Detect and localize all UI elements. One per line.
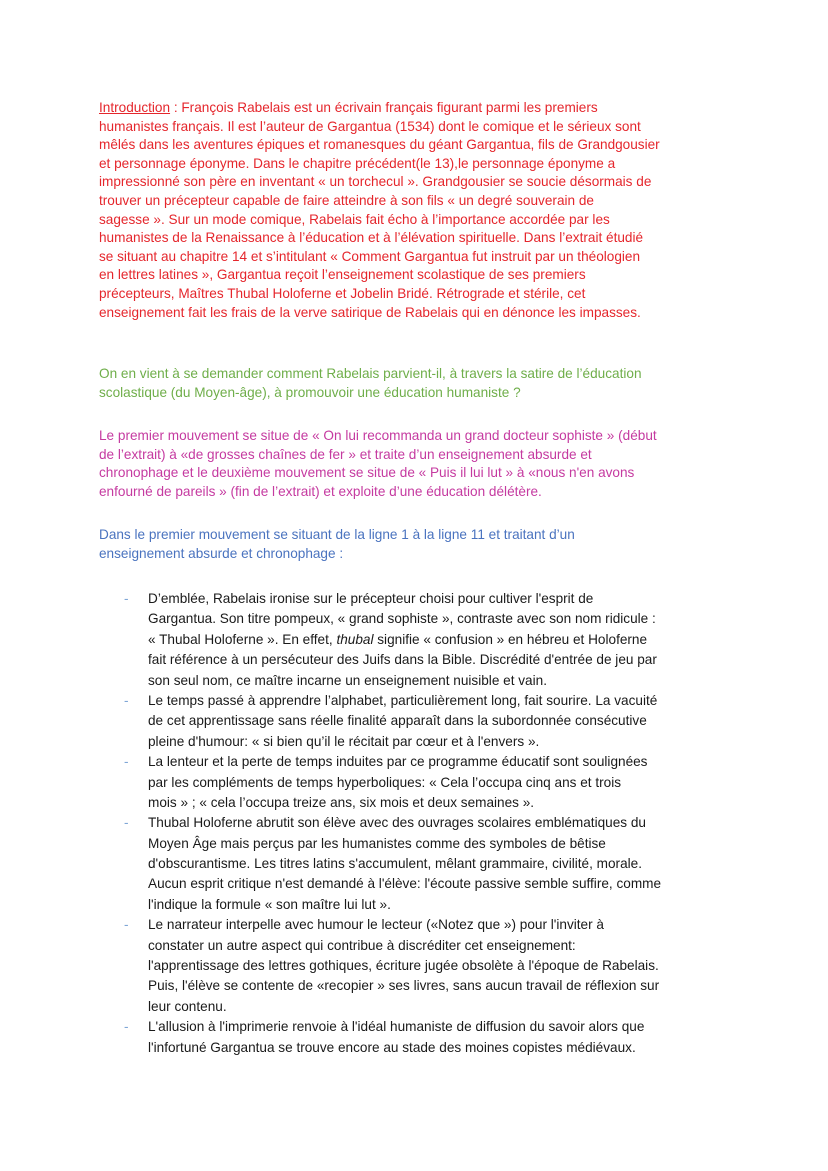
text-line: chronophage et le deuxième mouvement se situe de « Puis il lui lut » à «nous n'en avons	[99, 465, 635, 481]
text-line: se situant au chapitre 14 et s’intitulant « Comment Gargantua fut instruit par un théologien	[99, 248, 641, 264]
text-line: enseignement fait les frais de la verve satirique de Rabelais qui en dénonce les impasses.	[99, 304, 641, 320]
text-line	[148, 671, 661, 691]
text-segment: signifie « confusion » en hébreu et Holoferne	[373, 631, 648, 647]
bullet-dash-icon: -	[124, 815, 129, 831]
text-line: humanistes français. Il est l’auteur de Gargantua (1534) dont le comique et le sérieux sont	[99, 118, 641, 134]
bullet-dash-icon: -	[124, 591, 129, 606]
text-line: Le premier mouvement se situe de « On lui recommanda un grand docteur sophiste » (début	[99, 428, 657, 443]
list-item	[99, 691, 661, 752]
text-line: précepteurs, Maîtres Thubal Holoferne et Jobelin Bridé. Rétrograde et stérile, cet	[99, 285, 586, 301]
intro-text: : François Rabelais est un écrivain français figurant parmi les premiers	[170, 100, 598, 115]
text-line: Dans le premier mouvement se situant de la ligne 1 à la ligne 11 et traitant d’un	[99, 527, 575, 542]
italic-term: thubal	[336, 631, 374, 647]
text-segment: par les compléments de temps hyperboliques: « Cela l’occupa cinq ans et trois	[148, 774, 622, 790]
text-segment: Moyen Âge mais perçus par les humanistes comme des symboles de bêtise	[148, 835, 606, 851]
analysis-bullet-list	[99, 589, 661, 1058]
text-line	[148, 752, 661, 772]
bullet-dash-icon: -	[124, 917, 129, 933]
list-item	[99, 915, 661, 1017]
text-line	[148, 915, 661, 935]
intro-line	[99, 99, 660, 118]
text-segment: Aucun esprit critique n'est demandé à l'élève: l'écoute passive semble suffire, comme	[148, 876, 662, 892]
text-segment: leur contenu.	[148, 998, 227, 1014]
text-segment: de cet apprentissage sans réelle finalité apparaît dans la subordonnée consécutive	[148, 713, 647, 729]
text-line	[148, 976, 661, 996]
text-segment: Gargantua. Son titre pompeux, « grand sophiste », contraste avec son nom ridicule :	[148, 611, 656, 627]
text-line: scolastique (du Moyen-âge), à promouvoir une éducation humaniste ?	[99, 384, 521, 400]
text-line	[148, 609, 661, 629]
text-segment: Puis, l'élève se contente de «recopier » ses livres, sans aucun travail de réflexion sur	[148, 978, 660, 994]
introduction-paragraph	[99, 99, 660, 322]
text-line: de l’extrait) à «de grosses chaînes de fer » et traite d’un enseignement absurde et	[99, 446, 592, 462]
text-line	[148, 630, 661, 650]
list-item	[99, 1017, 661, 1058]
text-segment: son seul nom, ce maître incarne un enseignement nuisible et vain.	[148, 672, 547, 688]
introduction-heading: Introduction	[99, 100, 171, 115]
text-line: enfourné de pareils » (fin de l’extrait) et exploite d’une éducation délétère.	[99, 483, 542, 499]
text-segment: L'allusion à l'imprimerie renvoie à l'idéal humaniste de diffusion du savoir alors que	[148, 1019, 645, 1035]
first-movement-intro	[99, 526, 575, 563]
text-line	[148, 813, 661, 833]
text-segment: l'apprentissage des lettres gothiques, écriture jugée obsolète à l'époque de Rabelais.	[148, 958, 659, 974]
text-segment: d'obscurantisme. Les titres latins s'accumulent, mêlant grammaire, civilité, morale.	[148, 856, 642, 872]
text-line: humanistes de la Renaissance à l’éducation et à l’élévation spirituelle. Dans l’extrait étudié	[99, 230, 644, 246]
text-line	[148, 793, 661, 813]
text-line: mêlés dans les aventures épiques et romanesques du géant Gargantua, fils de Grandgousier	[99, 137, 660, 153]
list-item	[99, 589, 661, 691]
text-segment: Le temps passé à apprendre l’alphabet, particulièrement long, fait sourire. La vacuité	[148, 692, 658, 708]
list-item	[99, 752, 661, 813]
text-line: enseignement absurde et chronophage :	[99, 545, 344, 561]
plan-paragraph	[99, 427, 657, 501]
text-segment: mois » ; « cela l’occupa treize ans, six mois et deux semaines ».	[148, 794, 535, 810]
text-line	[148, 936, 661, 956]
bullet-dash-icon: -	[124, 754, 129, 770]
text-line	[148, 834, 661, 854]
bullet-dash-icon: -	[124, 692, 129, 708]
text-line	[148, 874, 661, 894]
text-line	[148, 711, 661, 731]
text-line	[148, 691, 661, 711]
text-line	[148, 650, 661, 670]
text-line	[148, 732, 661, 752]
text-segment: constater un autre aspect qui contribue à discréditer cet enseignement:	[148, 937, 576, 953]
text-line	[148, 854, 661, 874]
text-segment: l'infortuné Gargantua se trouve encore au stade des moines copistes médiévaux.	[148, 1039, 636, 1055]
text-line: On en vient à se demander comment Rabelais parvient-il, à travers la satire de l’éducation	[99, 366, 642, 381]
text-line: trouver un précepteur capable de faire atteindre à son fils « un degré souverain de	[99, 192, 594, 208]
text-line	[148, 1038, 661, 1058]
text-line	[148, 997, 661, 1017]
text-line	[148, 589, 661, 609]
text-segment: Le narrateur interpelle avec humour le lecteur («Notez que ») pour l'inviter à	[148, 917, 604, 933]
problematic-paragraph	[99, 365, 642, 402]
text-segment: pleine d'humour: « si bien qu’il le récitait par cœur et à l'envers ».	[148, 733, 540, 749]
text-segment: D’emblée, Rabelais ironise sur le précepteur choisi pour cultiver l'esprit de	[148, 591, 594, 606]
text-line: impressionné son père en inventant « un torchecul ». Grandgousier se soucie désormais de	[99, 174, 652, 190]
text-segment: « Thubal Holoferne ». En effet,	[148, 631, 337, 647]
text-segment: Thubal Holoferne abrutit son élève avec des ouvrages scolaires emblématiques du	[148, 815, 646, 831]
bullet-dash-icon: -	[124, 1019, 129, 1035]
text-line: sagesse ». Sur un mode comique, Rabelais fait écho à l’importance accordée par les	[99, 211, 610, 227]
text-line	[148, 773, 661, 793]
text-line: et personnage éponyme. Dans le chapitre précédent(le 13),le personnage éponyme a	[99, 155, 616, 171]
list-item	[99, 813, 661, 915]
text-segment: fait référence à un persécuteur des Juifs dans la Bible. Discrédité d'entrée de jeu par	[148, 652, 657, 668]
text-segment: l'indique la formule « son maître lui lut ».	[148, 896, 391, 912]
text-line	[148, 956, 661, 976]
text-line	[148, 1017, 661, 1037]
text-segment: La lenteur et la perte de temps induites par ce programme éducatif sont soulignées	[148, 754, 648, 770]
text-line: en lettres latines », Gargantua reçoit l’enseignement scolastique de ses premiers	[99, 267, 586, 283]
text-line	[148, 895, 661, 915]
